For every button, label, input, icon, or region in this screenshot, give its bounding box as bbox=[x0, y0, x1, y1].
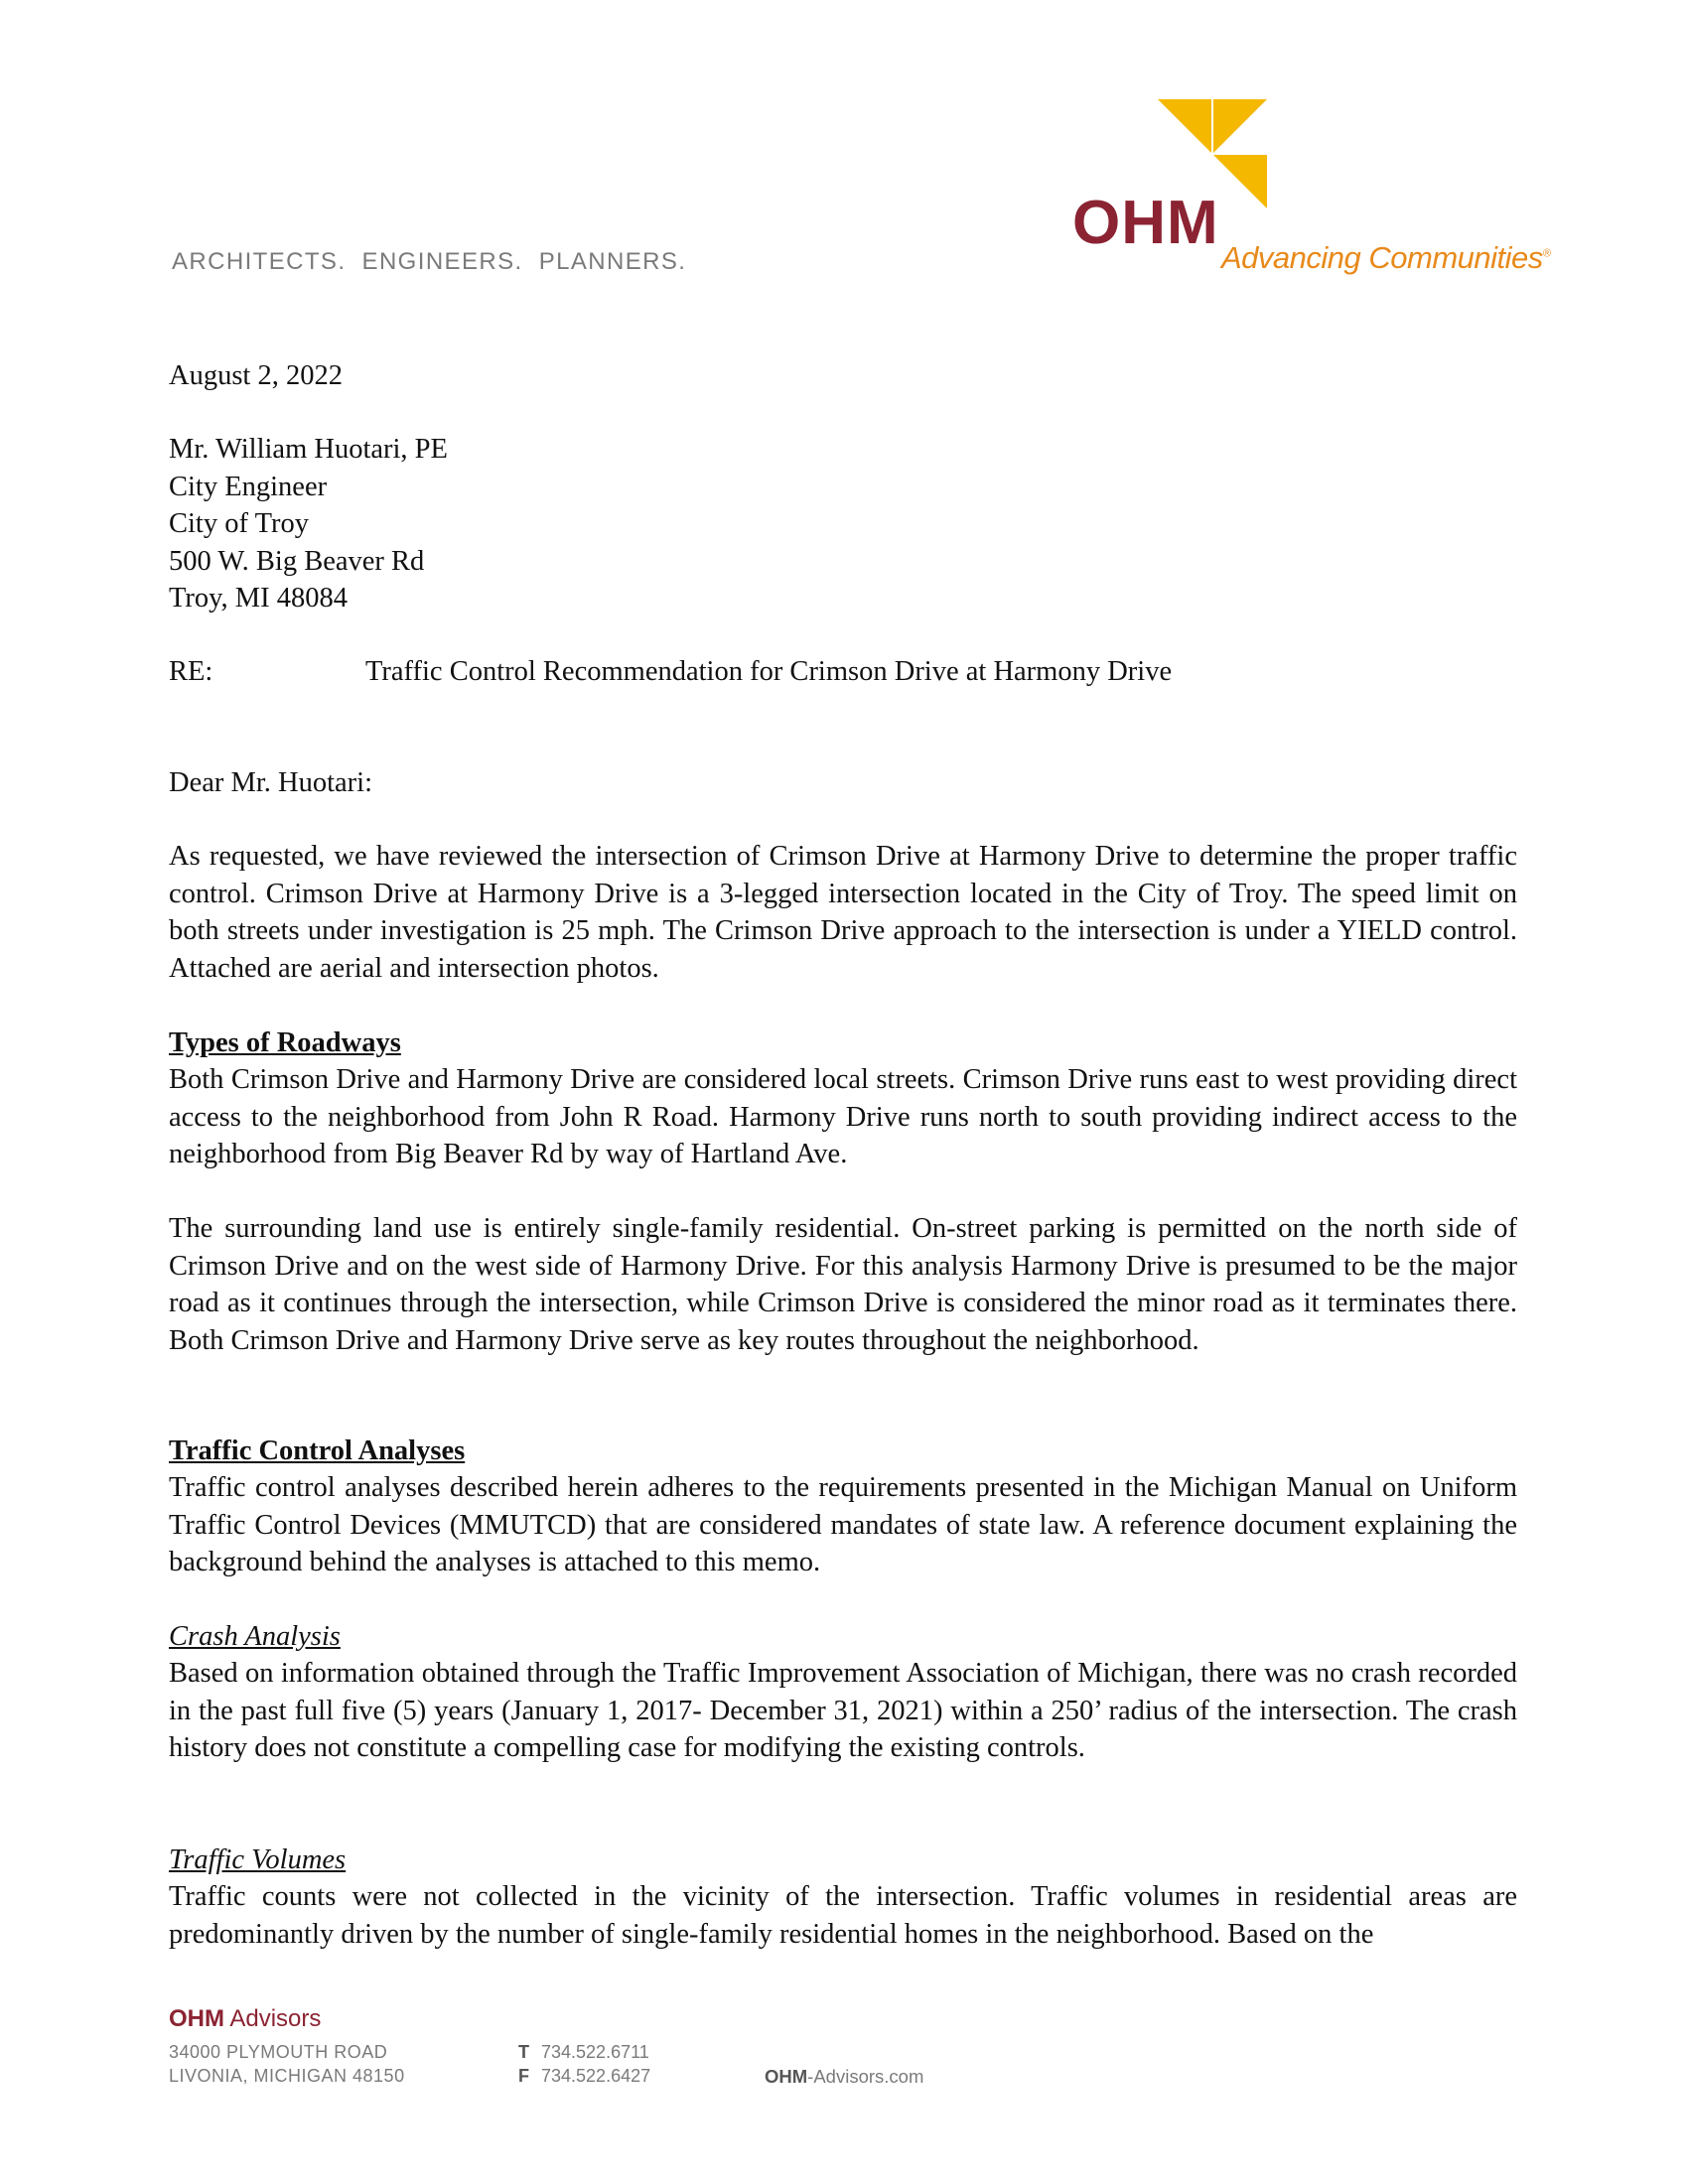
intro-paragraph: As requested, we have reviewed the intersection of Crimson Drive at Harmony Drive to determine the proper traffic control. Crimson Drive at Harmony Drive is a 3-legged intersection located in the City of Troy. The speed limit on both streets under investigation is 25 mph. The Crimson Drive approach to the intersection is under a YIELD control. Attached are aerial and intersection photos. bbox=[169, 841, 1517, 984]
recipient-org: City of Troy bbox=[169, 508, 309, 539]
subject-label: RE: bbox=[169, 656, 213, 687]
subheading-crash-analysis: Crash Analysis bbox=[169, 1621, 341, 1652]
logo-slogan: Advancing Communities® bbox=[1221, 240, 1551, 275]
land-use-paragraph: The surrounding land use is entirely single-family residential. On-street parking is permitted on the north side of Crimson Drive and on the west side of Harmony Drive. For this analysis Harmony Drive is presumed to be the major road as it continues through the intersection, while Crimson Drive is considered the minor road as it terminates there. Both Crimson Drive and Harmony Drive serve as key routes throughout the neighborhood. bbox=[169, 1213, 1517, 1356]
footer-website: OHM-Advisors.com bbox=[765, 2066, 924, 2087]
crash-paragraph: Based on information obtained through the Traffic Improvement Association of Michigan, there was no crash recorded in the past full five (5) years (January 1, 2017- December 31, 2021) within a 250’ radius of the intersection. The crash history does not constitute a compelling case for modifying the existing controls. bbox=[169, 1658, 1517, 1763]
subject-line bbox=[169, 653, 1517, 691]
letterhead-footer bbox=[169, 2005, 1162, 2124]
footer-address-line2: LIVONIA, MICHIGAN 48150 bbox=[169, 2066, 405, 2086]
recipient-title: City Engineer bbox=[169, 471, 328, 502]
footer-phone: T 734.522.6711 bbox=[518, 2042, 649, 2062]
footer-address-line1: 34000 PLYMOUTH ROAD bbox=[169, 2042, 388, 2062]
volumes-paragraph: Traffic counts were not collected in the vicinity of the intersection. Traffic volumes in residential areas are predominantly driven by the number of single-family residential homes in the neighborhood. Based on the bbox=[169, 1881, 1517, 1950]
footer-org-name: OHM Advisors bbox=[169, 2005, 322, 2032]
recipient-city: Troy, MI 48084 bbox=[169, 583, 349, 614]
roadways-paragraph: Both Crimson Drive and Harmony Drive are considered local streets. Crimson Drive runs east to west providing direct access to the neighborhood from John R Road. Harmony Drive runs north to south providing indirect access to the neighborhood from Big Beaver Rd by way of Hartland Ave. bbox=[169, 1064, 1517, 1169]
analyses-paragraph: Traffic control analyses described herein adheres to the requirements presented in the Michigan Manual on Uniform Traffic Control Devices (MMUTCD) that are considered mandates of state law. A reference document explaining the background behind the analyses is attached to this memo. bbox=[169, 1472, 1517, 1577]
section-heading-types-of-roadways: Types of Roadways bbox=[169, 1027, 401, 1058]
company-tagline: ARCHITECTS. ENGINEERS. PLANNERS. bbox=[172, 248, 687, 275]
recipient-name: Mr. William Huotari, PE bbox=[169, 434, 448, 465]
recipient-address bbox=[169, 431, 1517, 617]
section-heading-traffic-control-analyses: Traffic Control Analyses bbox=[169, 1435, 466, 1466]
recipient-street: 500 W. Big Beaver Rd bbox=[169, 545, 425, 577]
ohm-logo bbox=[1072, 95, 1551, 284]
letter-date: August 2, 2022 bbox=[169, 360, 343, 391]
subject-text: Traffic Control Recommendation for Crimson Drive at Harmony Drive bbox=[365, 656, 1173, 687]
subheading-traffic-volumes: Traffic Volumes bbox=[169, 1844, 347, 1875]
salutation: Dear Mr. Huotari: bbox=[169, 767, 372, 798]
logo-wordmark: OHM bbox=[1072, 189, 1219, 257]
footer-fax: F 734.522.6427 bbox=[518, 2066, 651, 2086]
